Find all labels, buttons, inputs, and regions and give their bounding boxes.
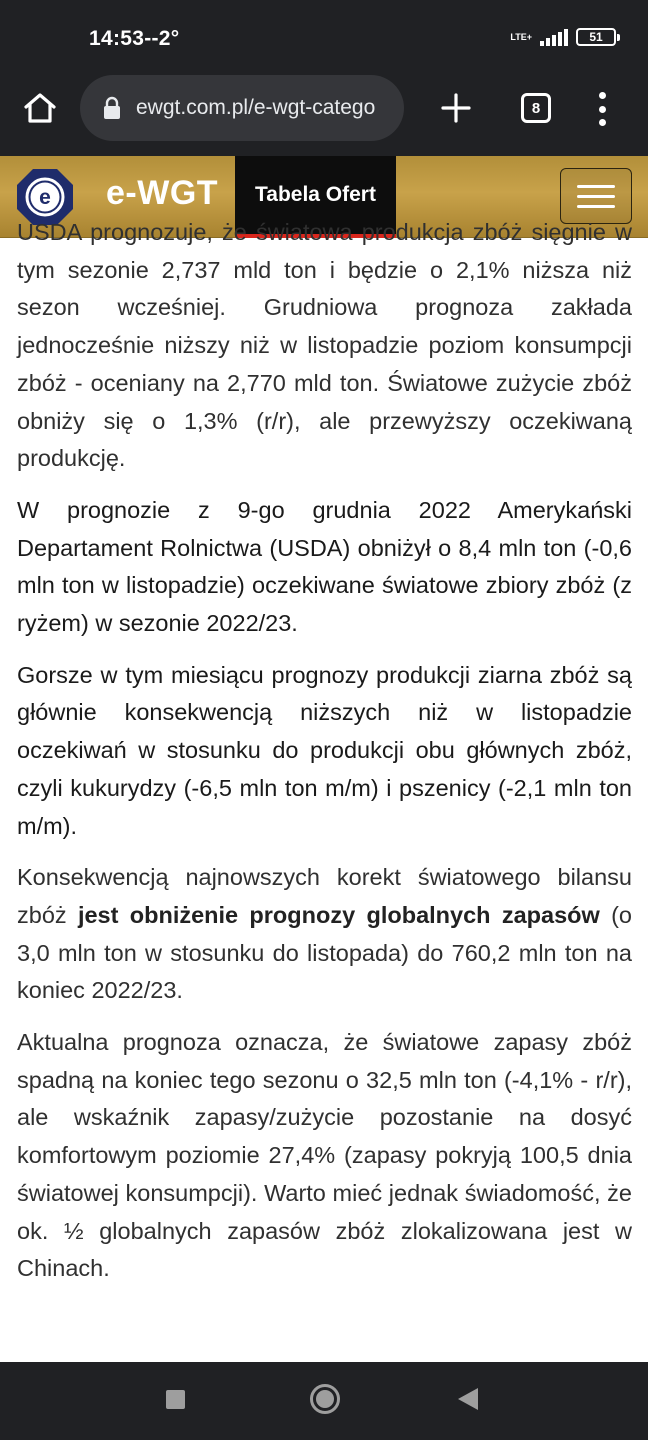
brand-name[interactable]: e-WGT <box>106 174 219 212</box>
overflow-menu-icon <box>599 92 606 99</box>
status-indicators <box>510 28 616 46</box>
p4-bold-text: jest obniżenie prognozy globalnych zapasów <box>77 901 600 928</box>
p4-text-before: Konsekwencją najnowszych korekt światowego bilansu zbóż <box>17 864 632 928</box>
home-circle-icon[interactable] <box>310 1384 340 1414</box>
home-icon <box>22 90 58 126</box>
url-text: ewgt.com.pl/e-wgt-catego <box>136 96 376 119</box>
battery-level: 51 <box>589 30 603 44</box>
article-paragraph-3: Gorsze w tym miesiącu prognozy produkcji ziarna zbóż są głównie konsekwencją niższych niż w listopadzie oczekiwań w stosunku do produkcji obu głównych zbóż, czyli kukurydzy (-6,5 mln ton m/m) i pszenicy (-2,1 mln ton m/m). <box>17 661 632 839</box>
status-time: 14:53--2° <box>89 27 180 50</box>
status-temperature: -2° <box>151 27 180 50</box>
hamburger-icon <box>577 185 615 188</box>
lte-indicator: LTE+ <box>510 31 532 42</box>
system-nav-bar <box>0 1362 648 1440</box>
plus-icon <box>438 90 474 126</box>
signal-icon <box>540 28 568 46</box>
battery-icon <box>576 28 616 46</box>
tab-tabela-ofert-label: Tabela Ofert <box>255 183 376 206</box>
tab-count: 8 <box>531 99 541 117</box>
address-bar[interactable] <box>80 75 404 141</box>
back-triangle-icon[interactable] <box>458 1388 478 1410</box>
recents-square-icon[interactable] <box>166 1390 185 1409</box>
article-paragraph-5: Aktualna prognoza oznacza, że światowe zapasy zbóż spadną na koniec tego sezonu o 32,5 mln ton (-4,1% - r/r), ale wskaźnik zapasy/zużycie pozostanie na dosyć komfortowym poziomie 27,4% (zapasy pokryją 100,5 dnia światowej konsumpcji). Warto mieć jednak świadomość, że ok. ½ globalnych zapasów zbóż zlokalizowana jest w Chinach. <box>17 1029 632 1282</box>
article-body <box>17 214 632 1302</box>
p4-text-after: (o 3,0 mln ton w stosunku do listopada) do 760,2 mln ton na koniec 2022/23. <box>17 901 632 1004</box>
overflow-menu-button[interactable] <box>590 92 614 126</box>
status-bar <box>0 0 648 80</box>
logo-letter: e <box>39 186 51 209</box>
new-tab-button[interactable] <box>438 90 474 126</box>
browser-toolbar <box>0 80 648 156</box>
home-button[interactable] <box>22 90 58 126</box>
article-paragraph-1: USDA prognozuje, że światowa produkcja zbóż sięgnie w tym sezonie 2,737 mld ton i będzie o 2,1% niższa niż sezon wcześniej. Grudniowa prognoza zakłada jednocześnie niższy niż w listopadzie poziom konsumpcji zbóż - oceniany na 2,770 mld ton. Światowe zużycie zbóż obniży się o 1,3% (r/r), ale przewyższy oczekiwaną produkcję. <box>17 219 632 472</box>
article-paragraph-4 <box>17 859 632 1010</box>
article-paragraph-2: W prognozie z 9-go grudnia 2022 Amerykański Departament Rolnictwa (USDA) obniżył o 8,4 mln ton (-0,6 mln ton w listopadzie) oczekiwane światowe zbiory zbóż (z ryżem) w sezonie 2022/23. <box>17 496 632 637</box>
lock-icon <box>102 96 122 120</box>
page-content <box>0 219 648 1362</box>
tab-switcher-button[interactable] <box>521 93 551 123</box>
